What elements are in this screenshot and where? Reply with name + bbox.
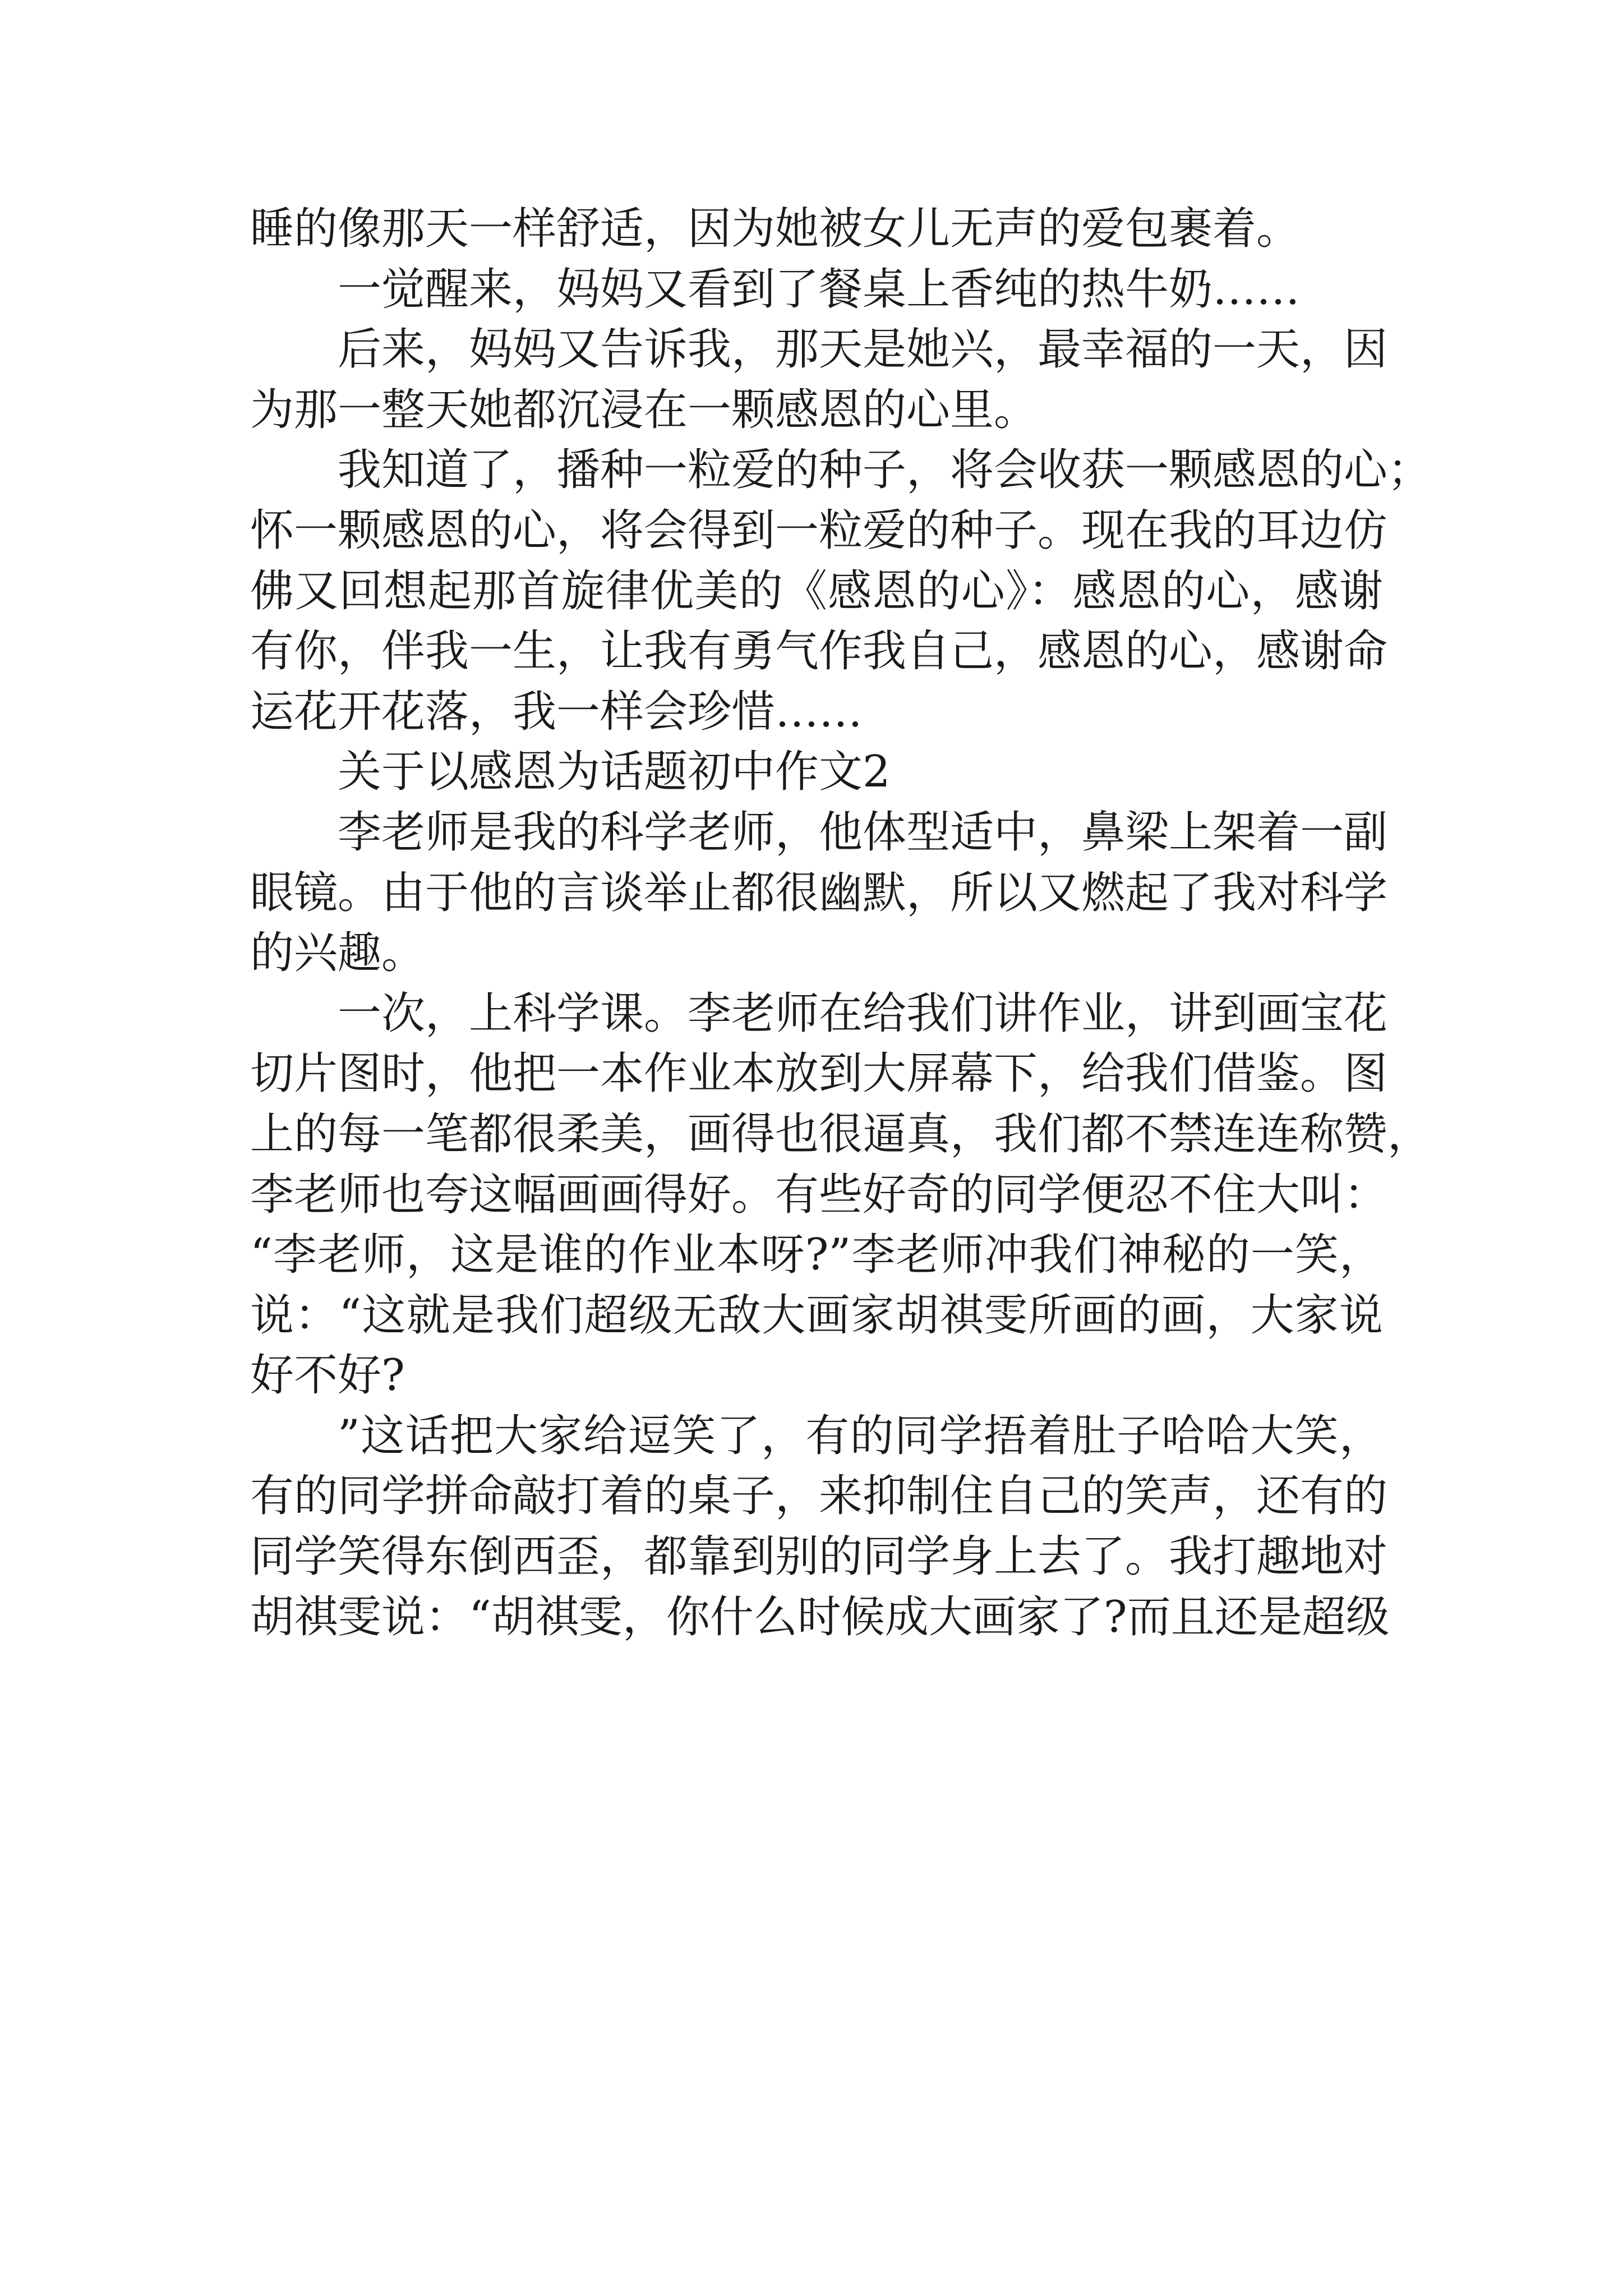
text-line: 的兴趣。	[250, 928, 426, 979]
text-line: 眼镜。由于他的言谈举止都很幽默，所以又燃起了我对科学	[250, 867, 1388, 918]
text-line: 运花开花落，我一样会珍惜……	[250, 686, 863, 737]
text-line: 同学笑得东倒西歪，都靠到别的同学身上去了。我打趣地对	[250, 1531, 1388, 1582]
text-line: 佛又回想起那首旋律优美的《感恩的心》：感恩的心，感谢	[250, 565, 1383, 616]
text-line: ”这话把大家给逗笑了，有的同学捂着肚子哈哈大笑，	[338, 1410, 1383, 1461]
document-body	[250, 199, 1432, 1648]
text-line: 好不好?	[250, 1350, 405, 1401]
text-line: 一觉醒来，妈妈又看到了餐桌上香纯的热牛奶……	[338, 264, 1301, 315]
text-line: 后来，妈妈又告诉我，那天是她兴，最幸福的一天，因	[338, 324, 1388, 375]
text-line: 李老师也夸这幅画画得好。有些好奇的同学便忍不住大叫：	[250, 1169, 1388, 1220]
text-line: 胡祺雯说：“胡祺雯，你什么时候成大画家了?而且还是超级	[250, 1591, 1390, 1642]
text-line: 上的每一笔都很柔美，画得也很逼真，我们都不禁连连称赞，	[250, 1108, 1432, 1159]
text-line: 怀一颗感恩的心，将会得到一粒爱的种子。现在我的耳边仿	[250, 505, 1388, 556]
text-line: 一次，上科学课。李老师在给我们讲作业，讲到画宝花	[338, 988, 1388, 1039]
text-line: 有的同学拼命敲打着的桌子，来抑制住自己的笑声，还有的	[250, 1471, 1388, 1522]
text-line: 说：“这就是我们超级无敌大画家胡祺雯所画的画，大家说	[250, 1290, 1383, 1341]
text-line: 李老师是我的科学老师，他体型适中，鼻梁上架着一副	[338, 807, 1388, 858]
text-line: 为那一整天她都沉浸在一颗感恩的心里。	[250, 384, 1038, 435]
text-line: “李老师，这是谁的作业本呀?”李老师冲我们神秘的一笑，	[250, 1230, 1383, 1281]
text-line: 我知道了，播种一粒爱的种子，将会收获一颗感恩的心；	[338, 445, 1432, 496]
text-line: 睡的像那天一样舒适，因为她被女儿无声的爱包裹着。	[250, 204, 1301, 254]
text-line: 有你，伴我一生，让我有勇气作我自己，感恩的心，感谢命	[250, 626, 1388, 677]
text-line: 关于以感恩为话题初中作文2	[338, 747, 891, 798]
text-line: 切片图时，他把一本作业本放到大屏幕下，给我们借鉴。图	[250, 1048, 1388, 1099]
